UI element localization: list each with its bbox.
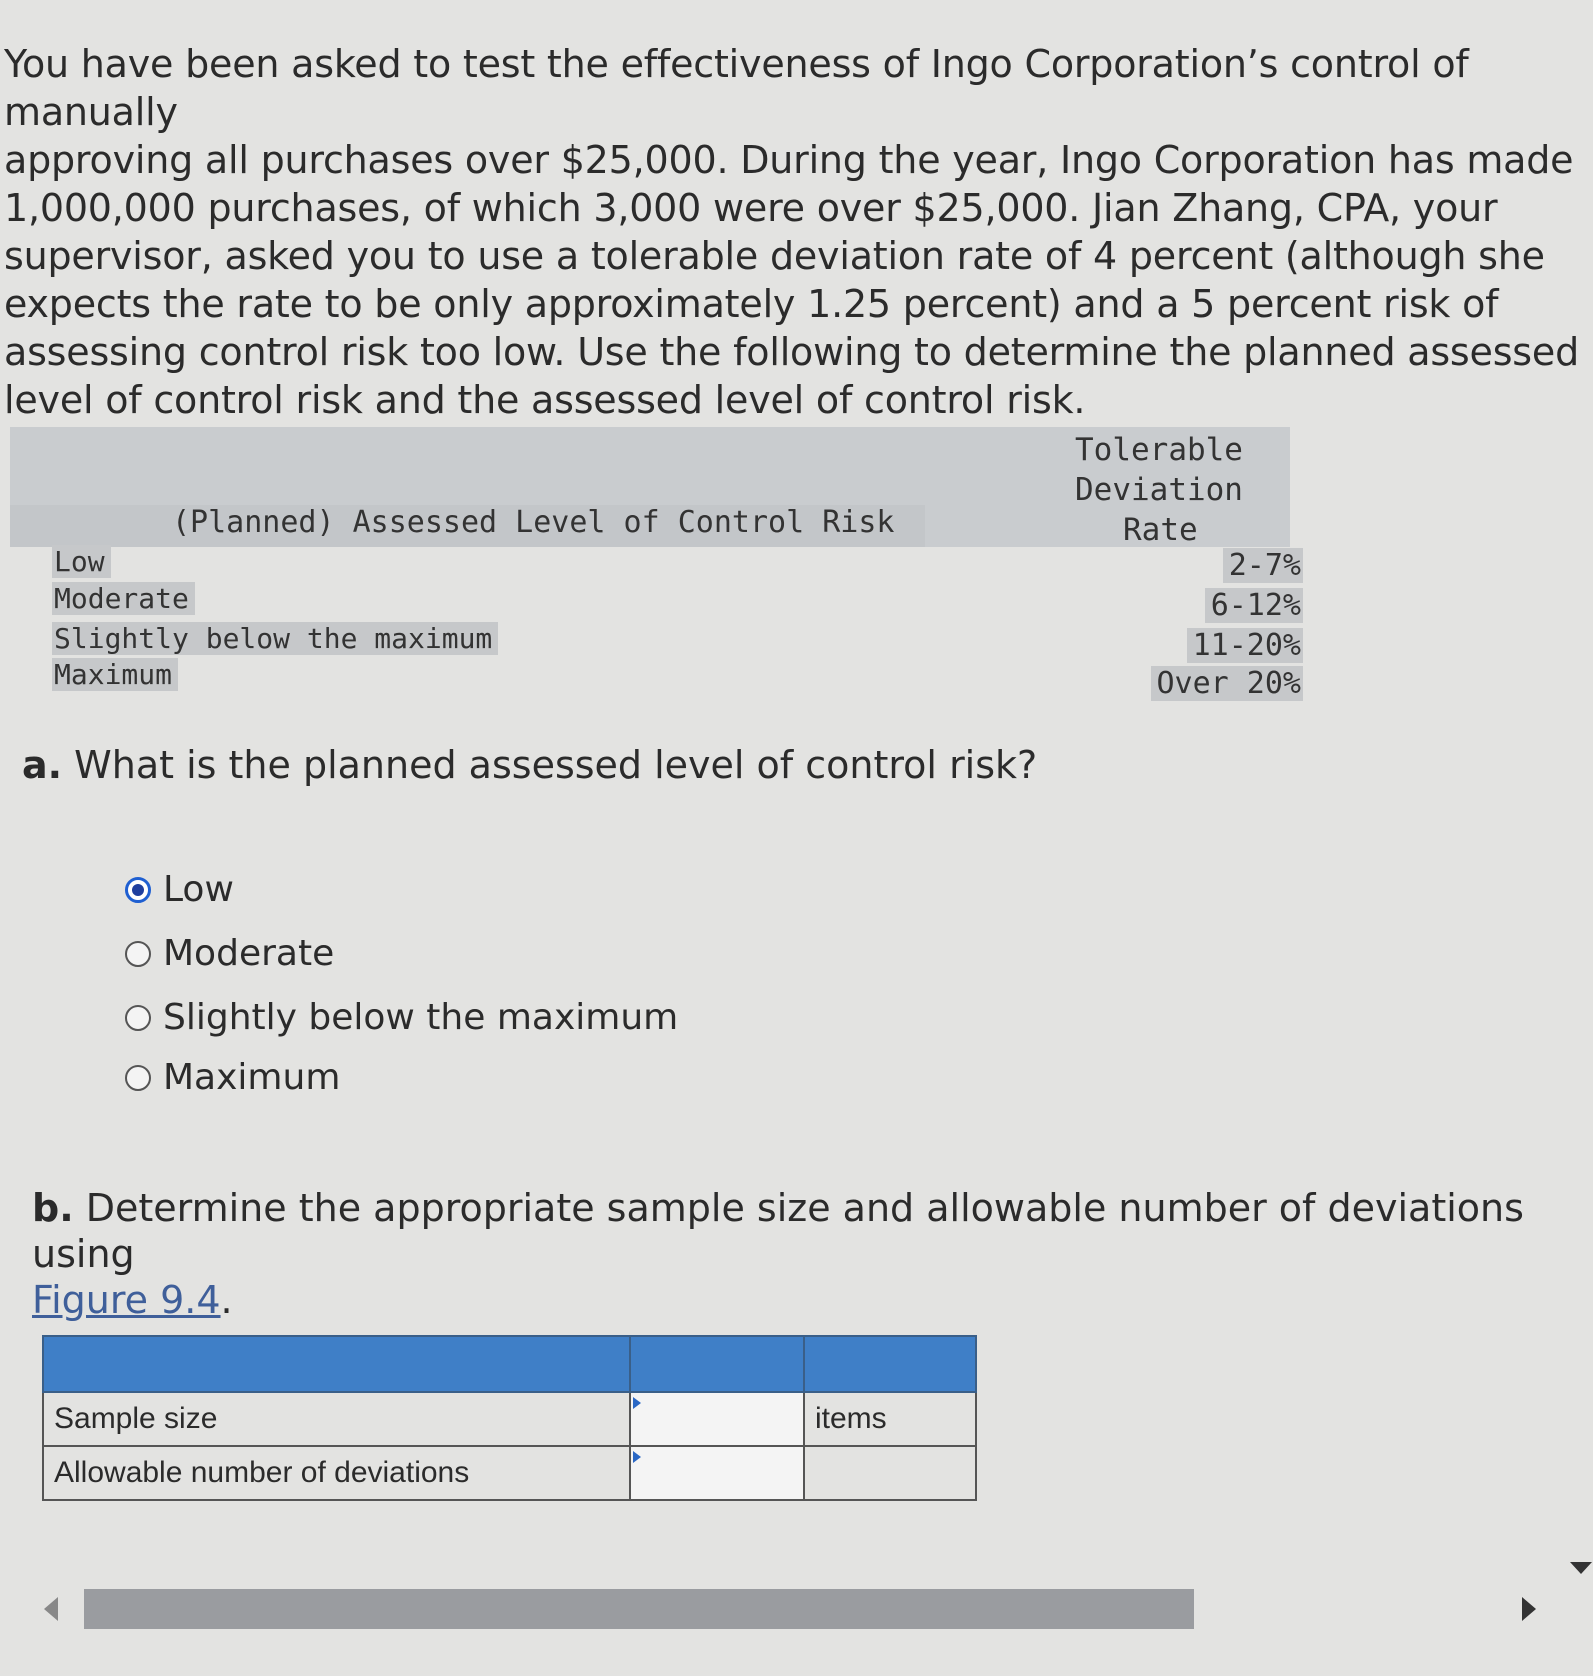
option-moderate[interactable] [125, 933, 334, 974]
risk-row-slightly-below: Slightly below the maximum [52, 622, 498, 655]
option-low[interactable] [125, 869, 234, 910]
answer-header-cell-2 [630, 1336, 804, 1392]
rate-cell-low: 2-7% [1223, 548, 1303, 583]
question-b-text: Determine the appropriate sample size and allowable number of deviations using [32, 1186, 1524, 1276]
answer-table [42, 1335, 977, 1501]
question-b-suffix: . [220, 1278, 233, 1322]
radio-slightly-below-maximum[interactable] [125, 1005, 151, 1031]
scroll-down-arrow-icon[interactable] [1570, 1562, 1592, 1574]
sample-size-input[interactable] [631, 1394, 803, 1444]
sample-size-label: Sample size [43, 1392, 630, 1446]
sample-size-unit: items [804, 1392, 976, 1446]
rate-cell-moderate: 6-12% [1205, 588, 1303, 623]
radio-low[interactable] [125, 877, 151, 903]
option-moderate-label: Moderate [163, 933, 335, 974]
option-slightly-below-maximum[interactable] [125, 997, 678, 1038]
question-a-label: a. [22, 743, 63, 787]
table-row [43, 1446, 976, 1500]
option-slightly-below-maximum-label: Slightly below the maximum [163, 997, 679, 1038]
risk-row-low: Low [52, 545, 111, 578]
rate-cell-maximum: Over 20% [1151, 666, 1304, 701]
question-a-text: What is the planned assessed level of control risk? [74, 743, 1038, 787]
allowable-deviations-unit [804, 1446, 976, 1500]
table-row [43, 1392, 976, 1446]
tolerable-header-line-1: Tolerable [1075, 432, 1243, 468]
answer-header-cell-3 [804, 1336, 976, 1392]
answer-table-header [43, 1336, 976, 1392]
option-low-label: Low [163, 869, 234, 910]
radio-maximum[interactable] [125, 1065, 151, 1091]
figure-9-4-link[interactable]: Figure 9.4 [32, 1278, 221, 1322]
rate-cell-slightly-below: 11-20% [1187, 628, 1303, 663]
scroll-thumb[interactable] [84, 1589, 1194, 1629]
allowable-deviations-cell[interactable] [630, 1446, 804, 1500]
question-a [22, 742, 1037, 788]
question-b [32, 1185, 1552, 1323]
tolerable-header-line-3: Rate [1123, 512, 1198, 548]
risk-level-column-header: (Planned) Assessed Level of Control Risk [172, 505, 895, 540]
tolerable-rate-column-header [1075, 430, 1265, 550]
horizontal-scrollbar[interactable] [44, 1585, 1584, 1633]
scroll-right-arrow-icon[interactable] [1522, 1597, 1536, 1621]
answer-header-cell-1 [43, 1336, 630, 1392]
allowable-deviations-input[interactable] [631, 1448, 803, 1498]
allowable-deviations-label: Allowable number of deviations [43, 1446, 630, 1500]
radio-moderate[interactable] [125, 941, 151, 967]
risk-row-maximum: Maximum [52, 658, 178, 691]
question-b-label: b. [32, 1186, 74, 1230]
problem-statement: You have been asked to test the effectiveness of Ingo Corporation’s control of manually approving all purchases over $25,000. During the year, Ingo Corporation has made 1,000,000 purchases, of which 3,000 were over $25,000. Jian Zhang, CPA, your supervisor, asked you to use a tolerable deviation rate of 4 percent (although she expects the rate to be only approximately 1.25 percent) and a 5 percent risk of assessing control risk too low. Use the following to determine the planned assessed level of control risk and the assessed level of control risk. [4, 42, 1580, 422]
tolerable-header-line-2: Deviation [1075, 472, 1243, 508]
scroll-left-arrow-icon[interactable] [44, 1597, 58, 1621]
sample-size-cell[interactable] [630, 1392, 804, 1446]
option-maximum-label: Maximum [163, 1057, 341, 1098]
option-maximum[interactable] [125, 1057, 340, 1098]
risk-row-moderate: Moderate [52, 582, 195, 615]
